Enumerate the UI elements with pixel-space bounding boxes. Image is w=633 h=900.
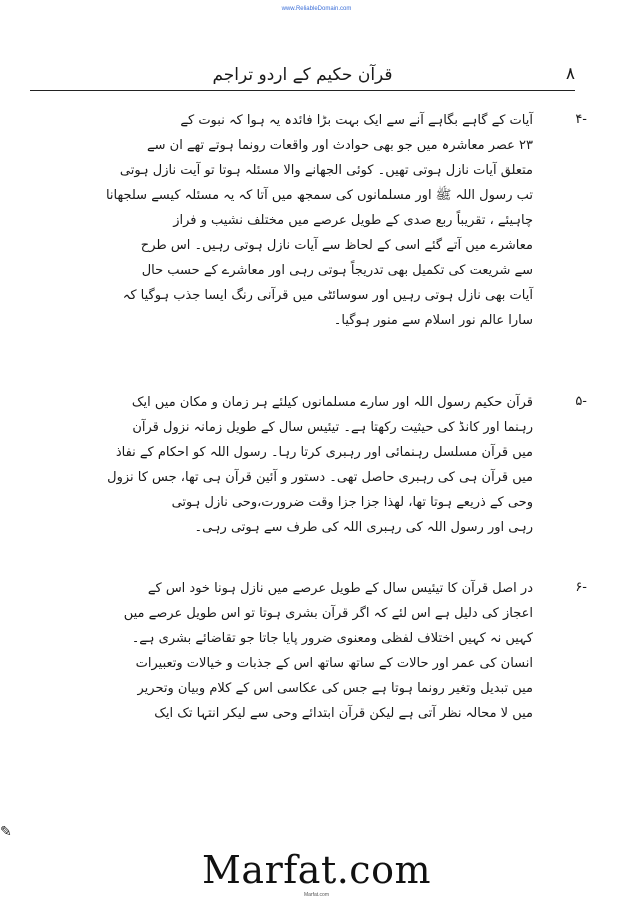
page-number: ۸ — [565, 64, 575, 84]
paragraph-number: -۶ — [575, 580, 587, 595]
page-header — [30, 56, 575, 91]
text-line: سارا عالم نور اسلام سے منور ہوگیا۔ — [333, 313, 533, 328]
text-line: رہنما اور کانڈ کی حیثیت رکھتا ہے۔ تیئیس سال کے طویل زمانہ نزول قرآن — [132, 420, 533, 435]
text-line: در اصل قرآن کا تیئیس سال کے طویل عرصے میں نازل ہونا خود اس کے — [147, 581, 533, 596]
text-line: میں قرآن ہی کی رہبری حاصل تھی۔ دستور و آئین قرآن ہی تھا، جس کا نزول — [107, 470, 533, 485]
scan-mark-icon: ✎ — [0, 824, 12, 840]
text-line: انسان کی عمر اور حالات کے ساتھ ساتھ اس کے جذبات و خیالات وتعبیرات — [135, 656, 533, 671]
footer-logo: Marfat.com — [202, 848, 431, 892]
text-line: ۲۳ عصر معاشرہ میں جو بھی حوادث اور واقعات رونما ہوتے تھے ان سے — [147, 138, 533, 153]
paragraph-number: -۵ — [575, 394, 587, 409]
text-line: میں تبدیل وتغیر رونما ہوتا ہے جس کی عکاسی اس کے کلام وبیان وتحریر — [137, 681, 533, 696]
text-line: آیات بھی نازل ہوتی رہیں اور سوسائٹی میں قرآنی رنگ ایسا جذب ہوگیا کہ — [122, 288, 533, 303]
page-title: قرآن حکیم کے اردو تراجم — [212, 65, 393, 85]
text-line: وحی کے ذریعے ہوتا تھا، لھذا جزا جزا وقت ضرورت،وحی نازل ہوتی — [171, 495, 533, 510]
text-line: چاہیئے ، تقریباً ربع صدی کے طویل عرصے میں مختلف نشیب و فراز — [173, 213, 533, 228]
text-line: سے شریعت کی تکمیل بھی تدریجاً ہوتی رہی اور معاشرے کے حسب حال — [141, 263, 533, 278]
paragraph-number: -۴ — [575, 112, 587, 127]
text-line: تب رسول اللہ ﷺ اور مسلمانوں کی سمجھ میں آتا کہ یہ مسئلہ کیسے سلجھانا — [105, 188, 533, 203]
text-line: معاشرے میں آتے گئے اسی کے لحاظ سے آیات نازل ہوتی رہیں۔ اس طرح — [140, 238, 533, 253]
text-line: میں لا محالہ نظر آتی ہے لیکن قرآن ابتدائے وحی سے لیکر انتہا تک ایک — [154, 706, 533, 721]
paragraph-5 — [18, 390, 533, 540]
text-line: میں قرآن مسلسل رہنمائی اور رہبری کرتا رہا۔ رسول اللہ کو احکام کے نفاذ — [115, 445, 533, 460]
text-line: قرآن حکیم رسول اللہ اور سارے مسلمانوں کیلئے ہر زمان و مکان میں ایک — [131, 395, 533, 410]
paragraph-4 — [18, 108, 533, 333]
paragraph-6 — [18, 576, 533, 726]
text-line: متعلق آیات نازل ہوتی تھیں۔ کوئی الجھانے والا مسئلہ ہوتا تو آیت نازل ہوتی — [119, 163, 533, 178]
text-line: کہیں نہ کہیں اختلاف لفظی ومعنوی ضرور پایا جاتا جو تقاضائے بشری ہے۔ — [131, 631, 533, 646]
top-link[interactable]: www.ReliableDomain.com — [281, 6, 352, 12]
text-line: رہی اور رسول اللہ کی رہبری اللہ کی طرف سے ہوتی رہی۔ — [194, 520, 533, 535]
footer-fine-print: Marfat.com — [303, 892, 329, 898]
text-line: آیات کے گاہے بگاہے آنے سے ایک بہت بڑا فائدہ یہ ہوا کہ نبوت کے — [180, 113, 533, 128]
text-line: اعجاز کی دلیل ہے اس لئے کہ اگر قرآن بشری ہوتا تو اس طویل عرصے میں — [123, 606, 533, 621]
